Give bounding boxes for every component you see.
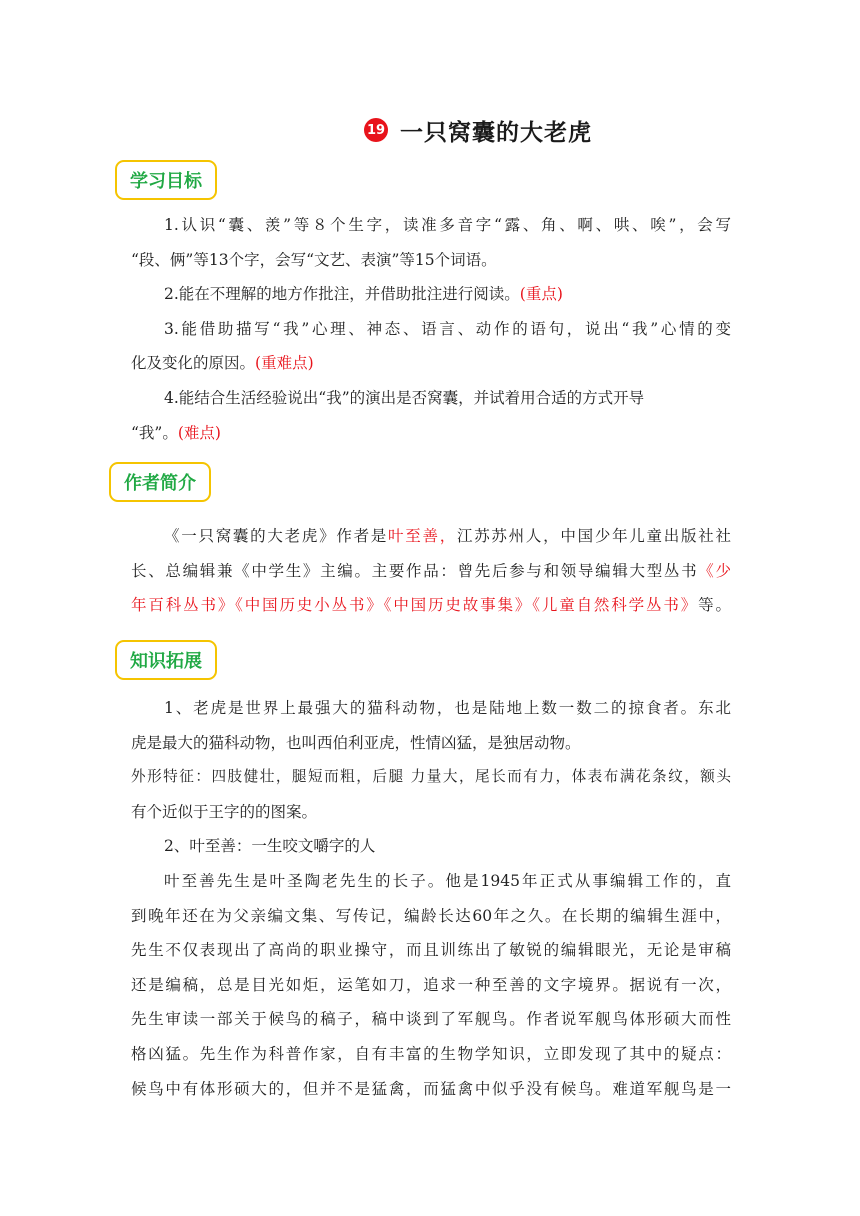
author-line-1 xyxy=(131,519,731,554)
goal-1-line-2: “段、俩”等13个字，会写“文艺、表演”等15个词语。 xyxy=(131,250,497,269)
knowledge-1-line-3: 外形特征：四肢健壮，腿短而粗，后腿 力量大，尾长而有力，体表布满花条纹，额头 xyxy=(131,768,731,786)
goal-2 xyxy=(131,277,731,312)
knowledge-2-line-3: 先生不仅表现出了高尚的职业操守，而且训练出了敏锐的编辑眼光，无论是审稿 xyxy=(131,941,731,960)
knowledge-block xyxy=(131,691,731,1106)
goal-2-text: 2.能在不理解的地方作批注，并借助批注进行阅读。 xyxy=(164,285,520,304)
section-label-author: 作者简介 xyxy=(109,462,211,502)
knowledge-2-line-5: 先生审读一部关于候鸟的稿子，稿中谈到了军舰鸟。作者说军舰鸟体形硕大而性 xyxy=(131,1010,731,1029)
lesson-title-text: 一只窝囊的大老虎 xyxy=(400,119,592,146)
section-label-knowledge: 知识拓展 xyxy=(115,640,217,680)
author-block xyxy=(131,519,731,623)
author-line-2-red: 《少 xyxy=(698,561,731,580)
author-line-3-b: 等。 xyxy=(698,596,731,615)
goal-3-line-2 xyxy=(131,346,731,381)
knowledge-1-line-1: 1、老虎是世界上最强大的猫科动物，也是陆地上数一数二的掠食者。东北 xyxy=(164,699,731,717)
knowledge-2-line-1: 叶至善先生是叶圣陶老先生的长子。他是1945年正式从事编辑工作的，直 xyxy=(164,871,731,890)
author-line-2-a: 长、总编辑兼《中学生》主编。主要作品：曾先后参与和领导编辑大型丛书 xyxy=(131,561,699,580)
goal-2-tag: (重点) xyxy=(519,285,563,304)
goal-3-line-1: 3.能借助描写“我”心理、神态、语言、动作的语句，说出“我”心情的变 xyxy=(164,319,731,338)
knowledge-1-line-4: 有个近似于王字的的图案。 xyxy=(131,802,318,821)
knowledge-2-title: 2、叶至善：一生咬文嚼字的人 xyxy=(164,837,376,856)
author-line-3 xyxy=(131,588,731,623)
goal-3-tag: (重难点) xyxy=(255,354,314,373)
knowledge-2-line-4: 还是编稿，总是目光如炬，运笔如刀，追求一种至善的文字境界。据说有一次， xyxy=(131,975,731,994)
author-name: 叶至善， xyxy=(388,527,457,545)
knowledge-2-line-2: 到晚年还在为父亲编文集、写传记，编龄长达60年之久。在长期的编辑生涯中， xyxy=(131,906,731,925)
author-line-1-b: 江苏苏州人，中国少年儿童出版社社 xyxy=(456,527,731,545)
goals-block xyxy=(131,208,731,450)
section-label-goals: 学习目标 xyxy=(115,160,217,200)
knowledge-2-line-6: 格凶猛。先生作为科普作家，自有丰富的生物学知识，立即发现了其中的疑点： xyxy=(131,1044,731,1063)
goal-4-line-2 xyxy=(131,416,731,451)
goal-1-line-1: 1.认识“囊、羡”等８个生字，读准多音字“露、角、啊、哄、唉”，会写 xyxy=(164,216,731,234)
author-line-1-a: 《一只窝囊的大老虎》作者是 xyxy=(164,527,389,545)
knowledge-2-line-7: 候鸟中有体形硕大的，但并不是猛禽，而猛禽中似乎没有候鸟。难道军舰鸟是一 xyxy=(131,1079,731,1098)
author-works: 年百科丛书》《中国历史小丛书》《中国历史故事集》《儿童自然科学丛书》 xyxy=(131,596,699,615)
goal-3-line-2-text: 化及变化的原因。 xyxy=(131,354,256,373)
lesson-number-badge: 19 xyxy=(364,118,388,142)
goal-4-tag: (难点) xyxy=(177,423,221,442)
knowledge-1-line-2: 虎是最大的猫科动物，也叫西伯利亚虎，性情凶猛，是独居动物。 xyxy=(131,733,581,752)
goal-4-line-1: 4.能结合生活经验说出“我”的演出是否窝囊，并试着用合适的方式开导 xyxy=(164,388,645,407)
lesson-title xyxy=(364,112,592,148)
author-line-2 xyxy=(131,554,731,589)
goal-4-line-2-text: “我”。 xyxy=(131,423,178,442)
